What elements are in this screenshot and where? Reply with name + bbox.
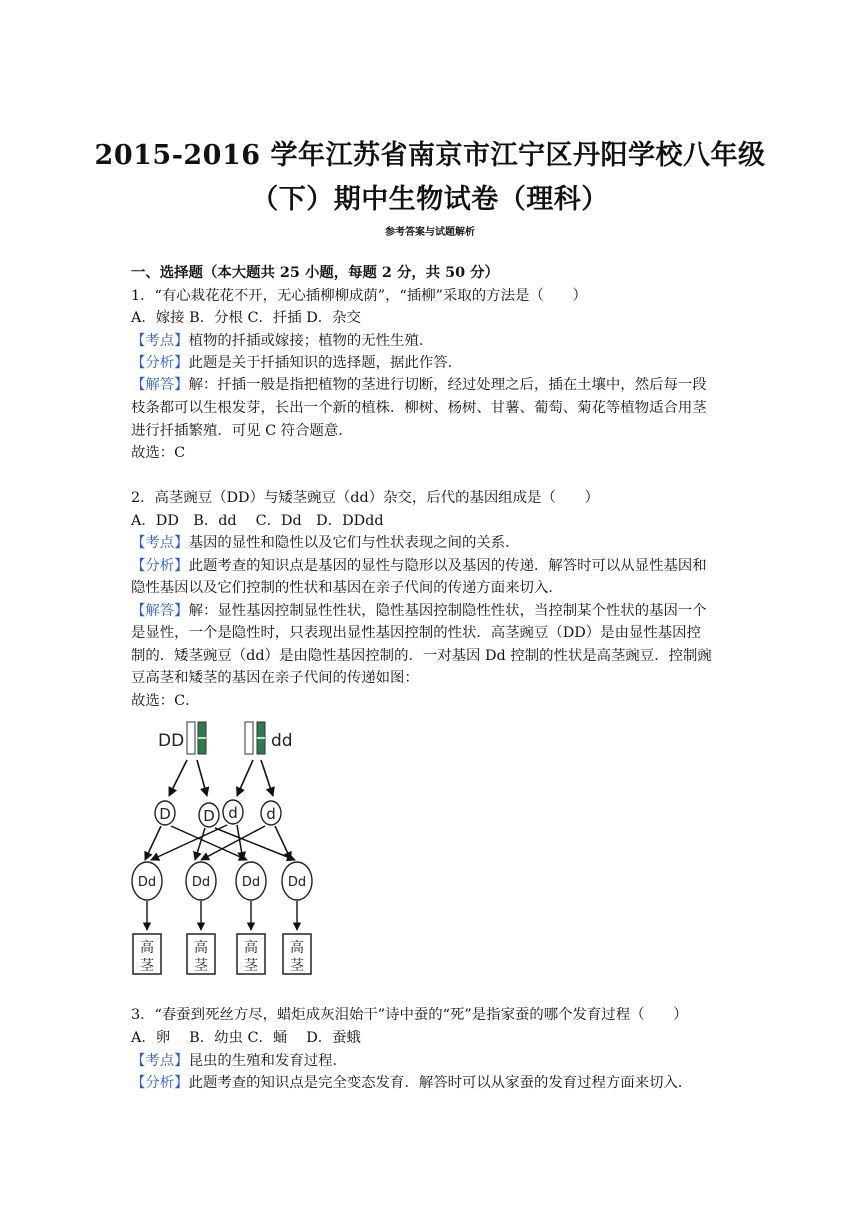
- svg-text:D: D: [159, 805, 171, 823]
- svg-text:茎: 茎: [244, 958, 258, 974]
- svg-text:高: 高: [140, 940, 154, 956]
- q2-answer: 故选：C．: [131, 693, 200, 709]
- kaodian-tag: 【考点】: [131, 535, 189, 551]
- q2-options: A．DD B．dd C．Dd D．DDdd: [131, 513, 384, 529]
- offspring-1: [132, 862, 162, 900]
- parent-left-label: DD: [158, 731, 185, 751]
- document-title-line-2: （下）期中生物试卷（理科）: [251, 184, 609, 215]
- section-heading: 一、选择题（本大题共 25 小题，每题 2 分，共 50 分）: [131, 264, 499, 281]
- phenotype-box-2: [187, 934, 215, 974]
- fenxi-tag: 【分析】: [131, 355, 189, 371]
- kaodian-tag: 【考点】: [131, 333, 189, 349]
- svg-text:d: d: [228, 804, 238, 822]
- q1-fenxi-text: 此题是关于扦插知识的选择题，据此作答．: [188, 355, 463, 371]
- q3-kaodian: [131, 1050, 731, 1072]
- gamete-4: [261, 801, 281, 825]
- svg-text:Dd: Dd: [191, 875, 211, 890]
- svg-text:高: 高: [194, 940, 208, 956]
- q1-kaodian-text: 植物的扦插或嫁接；植物的无性生殖．: [188, 333, 434, 349]
- chromosome-white-left: [187, 722, 195, 754]
- offspring-3: [236, 862, 266, 900]
- jieda-tag: 【解答】: [131, 603, 189, 619]
- jieda-tag: 【解答】: [131, 377, 189, 393]
- q2-fenxi-1: [131, 555, 731, 577]
- fenxi-tag: 【分析】: [131, 1075, 189, 1091]
- chromosome-white-right: [245, 722, 253, 754]
- svg-text:高: 高: [290, 940, 304, 956]
- q2-jieda-3: 制的．矮茎豌豆（dd）是由隐性基因控制的．一对基因 Dd 控制的性状是高茎豌豆．控制豌: [131, 648, 712, 664]
- q2-jieda-4: 豆高茎和矮茎的基因在亲子代间的传递如图：: [131, 670, 419, 686]
- q2-jieda-text-1: 解：显性基因控制显性性状，隐性基因控制隐性性状，当控制某个性状的基因一个: [188, 603, 707, 619]
- q3-options: A．卵 B．幼虫 C．蛹 D．蚕蛾: [131, 1030, 361, 1046]
- q2-jieda-2: 是显性，一个是隐性时，只表现出显性基因控制的性状．高茎豌豆（DD）是由显性基因控: [131, 625, 701, 641]
- q3-kaodian-text: 昆虫的生殖和发育过程．: [188, 1053, 347, 1069]
- fenxi-tag: 【分析】: [131, 558, 189, 574]
- parent-right-label: dd: [271, 731, 293, 751]
- phenotype-box-4: [283, 934, 311, 974]
- offspring-4: [282, 862, 312, 900]
- q1-jieda-2: 枝条都可以生根发芽，长出一个新的植株．柳树、杨树、甘薯、葡萄、菊花等植物适合用茎: [131, 400, 707, 416]
- svg-text:茎: 茎: [194, 958, 208, 974]
- q1-jieda-text-1: 解：扦插一般是指把植物的茎进行切断，经过处理之后，插在土壤中，然后每一段: [188, 377, 707, 393]
- kaodian-tag: 【考点】: [131, 1053, 189, 1069]
- q2-fenxi-text-1: 此题考查的知识点是基因的显性与隐形以及基因的传递．解答时可以从显性基因和: [188, 558, 707, 574]
- svg-text:D: D: [203, 807, 215, 825]
- svg-text:Dd: Dd: [241, 875, 261, 890]
- gamete-1: [155, 801, 175, 825]
- q2-kaodian-text: 基因的显性和隐性以及它们与性状表现之间的关系．: [188, 535, 520, 551]
- document-title-line-1: 2015-2016 学年江苏省南京市江宁区丹阳学校八年级: [94, 140, 766, 171]
- gene-inheritance-diagram: [125, 712, 325, 984]
- document-subtitle: 参考答案与试题解析: [385, 227, 475, 238]
- q2-kaodian: [131, 532, 731, 554]
- q1-stem: 1．“有心栽花花不开，无心插柳柳成荫”，“插柳”采取的方法是（ ）: [131, 288, 587, 304]
- q3-fenxi-text: 此题考查的知识点是完全变态发育．解答时可以从家蚕的发育过程方面来切入．: [188, 1075, 693, 1091]
- q1-answer: 故选：C: [131, 445, 186, 461]
- svg-text:Dd: Dd: [137, 875, 157, 890]
- gamete-3: [223, 800, 243, 824]
- q1-jieda-1: [131, 374, 731, 396]
- q3-fenxi: [131, 1072, 731, 1094]
- q1-options: A．嫁接 B．分根 C．扦插 D．杂交: [131, 310, 361, 326]
- svg-text:Dd: Dd: [287, 875, 307, 890]
- phenotype-box-3: [237, 934, 265, 974]
- svg-text:高: 高: [244, 940, 258, 956]
- q2-fenxi-2: 隐性基因以及它们控制的性状和基因在亲子代间的传递方面来切入．: [131, 580, 563, 596]
- phenotype-box-1: [133, 934, 161, 974]
- svg-text:茎: 茎: [140, 958, 154, 974]
- q2-jieda-1: [131, 600, 731, 622]
- svg-text:茎: 茎: [290, 958, 304, 974]
- offspring-2: [186, 862, 216, 900]
- q1-kaodian: [131, 330, 731, 352]
- q1-fenxi: [131, 352, 731, 374]
- gamete-2: [199, 803, 219, 827]
- svg-text:d: d: [266, 805, 276, 823]
- q3-stem: 3．“春蚕到死丝方尽，蜡炬成灰泪始干”诗中蚕的“死”是指家蚕的哪个发育过程（ ）: [131, 1007, 688, 1023]
- q1-jieda-3: 进行扦插繁殖．可见 C 符合题意．: [131, 423, 353, 439]
- q2-stem: 2．高茎豌豆（DD）与矮茎豌豆（dd）杂交，后代的基因组成是（ ）: [131, 490, 599, 506]
